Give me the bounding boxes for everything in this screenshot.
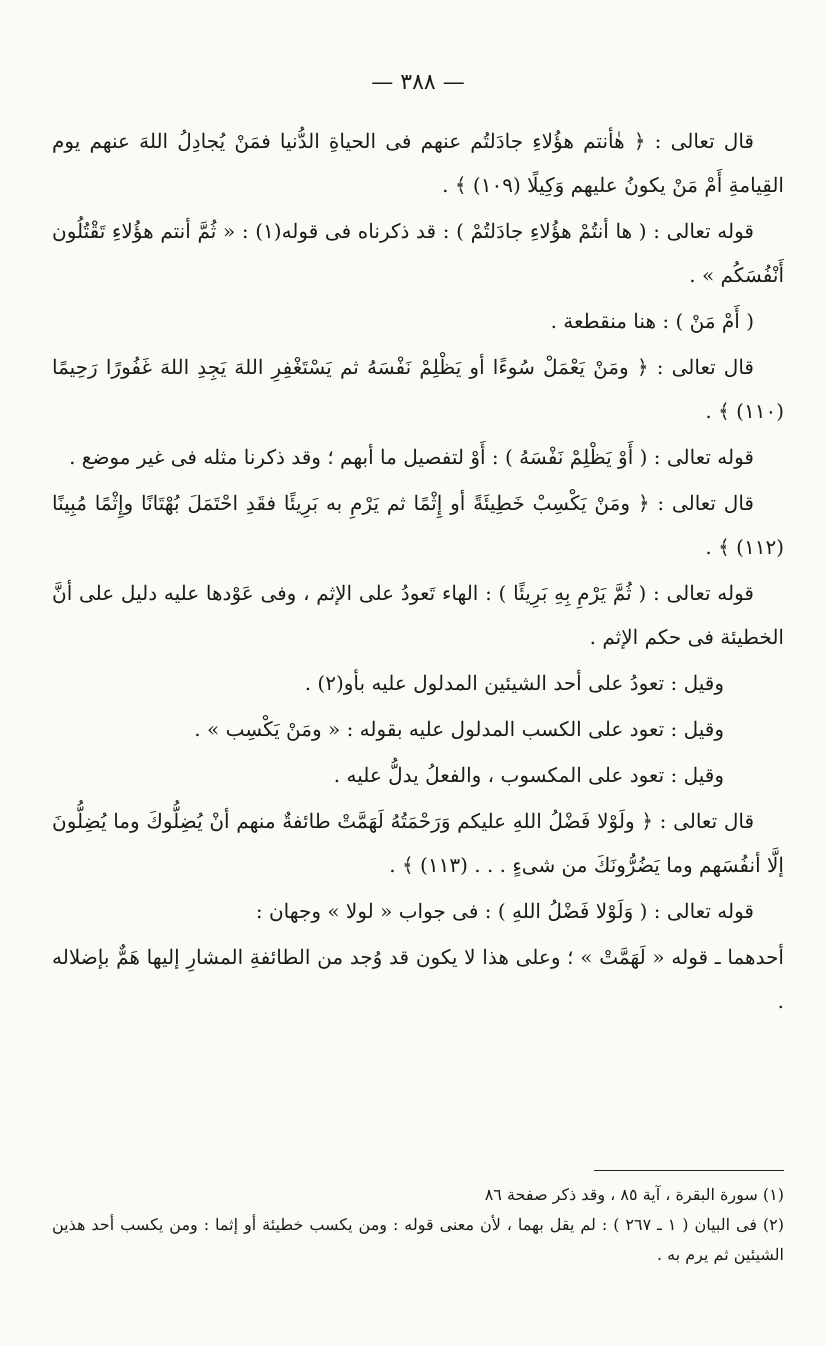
paragraph-qil-2: وقيل : تعود على الكسب المدلول عليه بقوله : « ومَنْ يَكْسِب » .: [194, 717, 724, 741]
footnote-1: (١) سورة البقرة ، آية ٨٥ ، وقد ذكر صفحة ٨٦: [484, 1185, 784, 1204]
paragraph-qil-3: وقيل : تعود على المكسوب ، والفعلُ يدلُّ عليه .: [333, 763, 724, 787]
paragraph-commentary-thumma-yarmi: قوله تعالى : ( ثُمَّ يَرْمِ بِهِ بَرِيئًا ) : الهاء تَعودُ على الإثم ، وفى عَوْدها عليه دليل على أنَّ الخطيئة فى حكم الإثم .: [52, 581, 784, 649]
paragraph-am-man: ( أَمْ مَنْ ) : هنا منقطعة .: [550, 309, 754, 333]
paragraph-commentary-aw-yazlim: قوله تعالى : ( أَوْ يَظْلِمْ نَفْسَهُ ) : أَوْ لتفصيل ما أبهم ؛ وقد ذكرنا مثله فى غير موضع .: [69, 445, 754, 469]
paragraph-commentary-lawla: قوله تعالى : ( وَلَوْلا فَضْلُ اللهِ ) : فى جواب « لولا » وجهان :: [255, 899, 754, 923]
footnote-divider: [594, 1170, 784, 1171]
footnote-2: (٢) فى البيان ( ١ ـ ٢٦٧ ) : لم يقل بهما ، لأن معنى قوله : ومن يكسب خطيئة أو إثما : ومن يكسب أحد هذين الشيئين ثم يرم به .: [52, 1215, 785, 1264]
paragraph-ahaduhuma: أحدهما ـ قوله « لَهَمَّتْ » ؛ وعلى هذا لا يكون قد وُجد من الطائفةِ المشارِ إليها هَمٌّ بإضلاله .: [52, 945, 784, 1013]
paragraph-verse-112: قال تعالى : ﴿ ومَنْ يَكْسِبْ خَطِيئَةً أو إِثْمًا ثم يَرْمِ به بَرِيئًا فقَدِ احْتَمَلَ بُهْتَانًا وإِثْمًا مُبِينًا (١١٢) ﴾ .: [52, 491, 784, 559]
paragraph-verse-110: قال تعالى : ﴿ ومَنْ يَعْمَلْ سُوءًا أو يَظْلِمْ نَفْسَهُ ثم يَسْتَغْفِرِ اللهَ يَجِدِ اللهَ غَفُورًا رَحِيمًا (١١٠) ﴾ .: [52, 355, 784, 423]
paragraph-qil-1: وقيل : تعودُ على أحد الشيئين المدلول عليه بأو(٢) .: [304, 671, 724, 695]
main-text: [52, 119, 784, 1023]
paragraph-verse-109: قال تعالى : ﴿ هٰأنتم هؤُلاءِ جادَلتُم عنهم فى الحياةِ الدُّنيا فمَنْ يُجادِلُ اللهَ عنهم يوم القِيامةِ أَمْ مَنْ يكونُ عليهم وَكِيلًا (١٠٩) ﴾ .: [52, 129, 784, 197]
paragraph-commentary-ha-antum: قوله تعالى : ( ها أنتُمْ هؤُلاءِ جادَلتُمْ ) : قد ذكرناه فى قوله(١) : « ثُمَّ أنتم هؤُلاءِ تَقْتُلُون أَنْفُسَكُم » .: [52, 219, 784, 287]
paragraph-verse-113: قال تعالى : ﴿ ولَوْلا فَضْلُ اللهِ عليكم وَرَحْمَتُهُ لَهَمَّتْ طائفةٌ منهم أنْ يُضِلُّوكَ وما يُضِلُّونَ إلَّا أنفُسَهم وما يَضُرُّونَكَ من شىءٍ . . . (١١٣) ﴾ .: [52, 809, 784, 877]
page-number: — ٣٨٨ —: [371, 70, 465, 95]
footnotes: [52, 1180, 784, 1270]
